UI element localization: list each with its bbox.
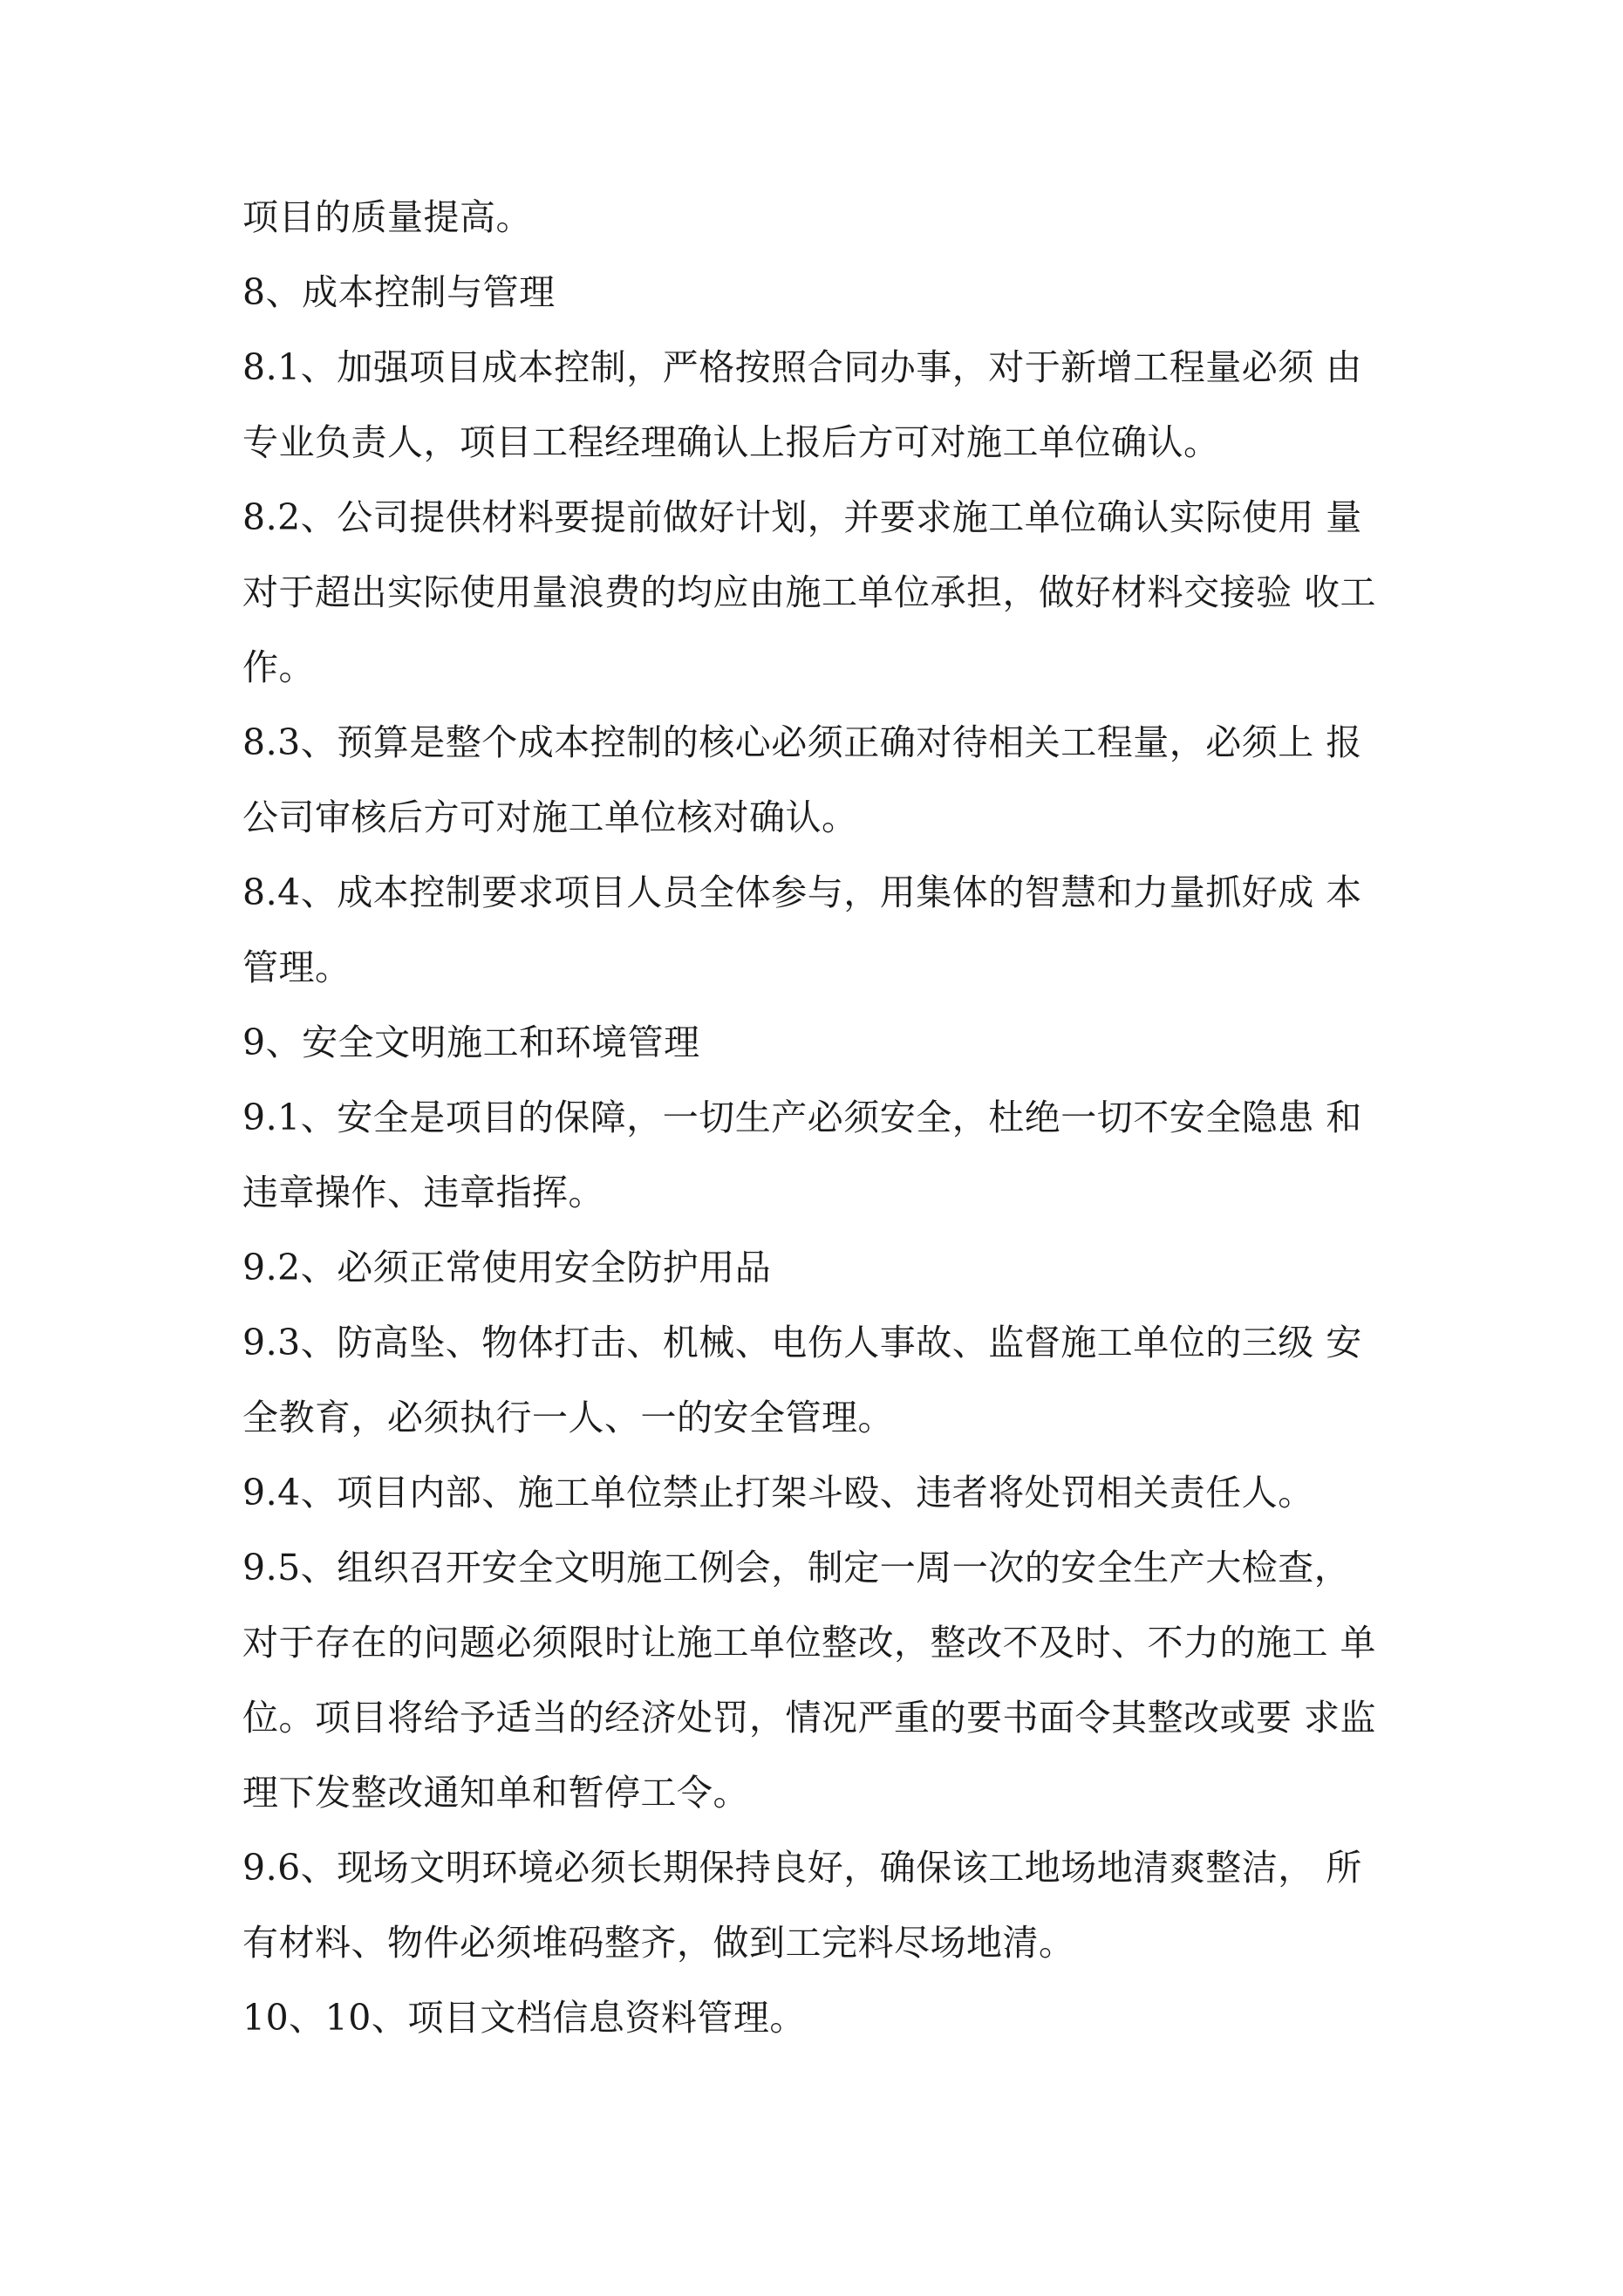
section-heading: 10、10、项目文档信息资料管理。 <box>242 1997 806 2039</box>
text-line: 项目的质量提高。 <box>242 196 532 238</box>
text-line: 9.3、防高坠、物体打击、机械、电伤人事故、监督施工单位的三级 安 <box>242 1322 1362 1363</box>
text-line: 位。项目将给予适当的经济处罚，情况严重的要书面令其整改或要 求监 <box>242 1697 1377 1739</box>
text-line: 9.5、组织召开安全文明施工例会，制定一周一次的安全生产大检查， <box>242 1547 1351 1589</box>
text-line: 9.1、安全是项目的保障，一切生产必须安全，杜绝一切不安全隐患 和 <box>242 1097 1362 1138</box>
text-line: 8.3、预算是整个成本控制的核心必须正确对待相关工程量，必须上 报 <box>242 721 1362 763</box>
text-line: 作。 <box>242 646 315 688</box>
text-line: 管理。 <box>242 946 351 988</box>
text-line: 8.2、公司提供材料要提前做好计划，并要求施工单位确认实际使用 量 <box>242 496 1362 538</box>
text-line: 全教育，必须执行一人、一的安全管理。 <box>242 1397 894 1438</box>
text-line: 理下发整改通知单和暂停工令。 <box>242 1772 749 1814</box>
text-line: 对于存在的问题必须限时让施工单位整改，整改不及时、不力的施工 单 <box>242 1622 1377 1664</box>
text-line: 8.1、加强项目成本控制，严格按照合同办事，对于新增工程量必须 由 <box>242 346 1362 388</box>
text-line: 8.4、成本控制要求项目人员全体参与，用集体的智慧和力量抓好成 本 <box>242 871 1362 913</box>
text-line: 专业负责人，项目工程经理确认上报后方可对施工单位确认。 <box>242 421 1220 463</box>
text-line: 有材料、物件必须堆码整齐，做到工完料尽场地清。 <box>242 1922 1075 1964</box>
text-line: 违章操作、违章指挥。 <box>242 1172 604 1213</box>
text-line: 公司审核后方可对施工单位核对确认。 <box>242 796 858 838</box>
text-line: 对于超出实际使用量浪费的均应由施工单位承担，做好材料交接验 收工 <box>242 571 1377 613</box>
document-body <box>242 180 1420 2055</box>
text-line: 9.2、必须正常使用安全防护用品 <box>242 1247 772 1288</box>
section-heading: 9、安全文明施工和环境管理 <box>242 1022 700 1063</box>
text-line: 9.6、现场文明环境必须长期保持良好，确保该工地场地清爽整洁， 所 <box>242 1847 1362 1889</box>
text-line: 9.4、项目内部、施工单位禁止打架斗殴、违者将处罚相关责任人。 <box>242 1472 1314 1514</box>
section-heading: 8、成本控制与管理 <box>242 271 556 313</box>
